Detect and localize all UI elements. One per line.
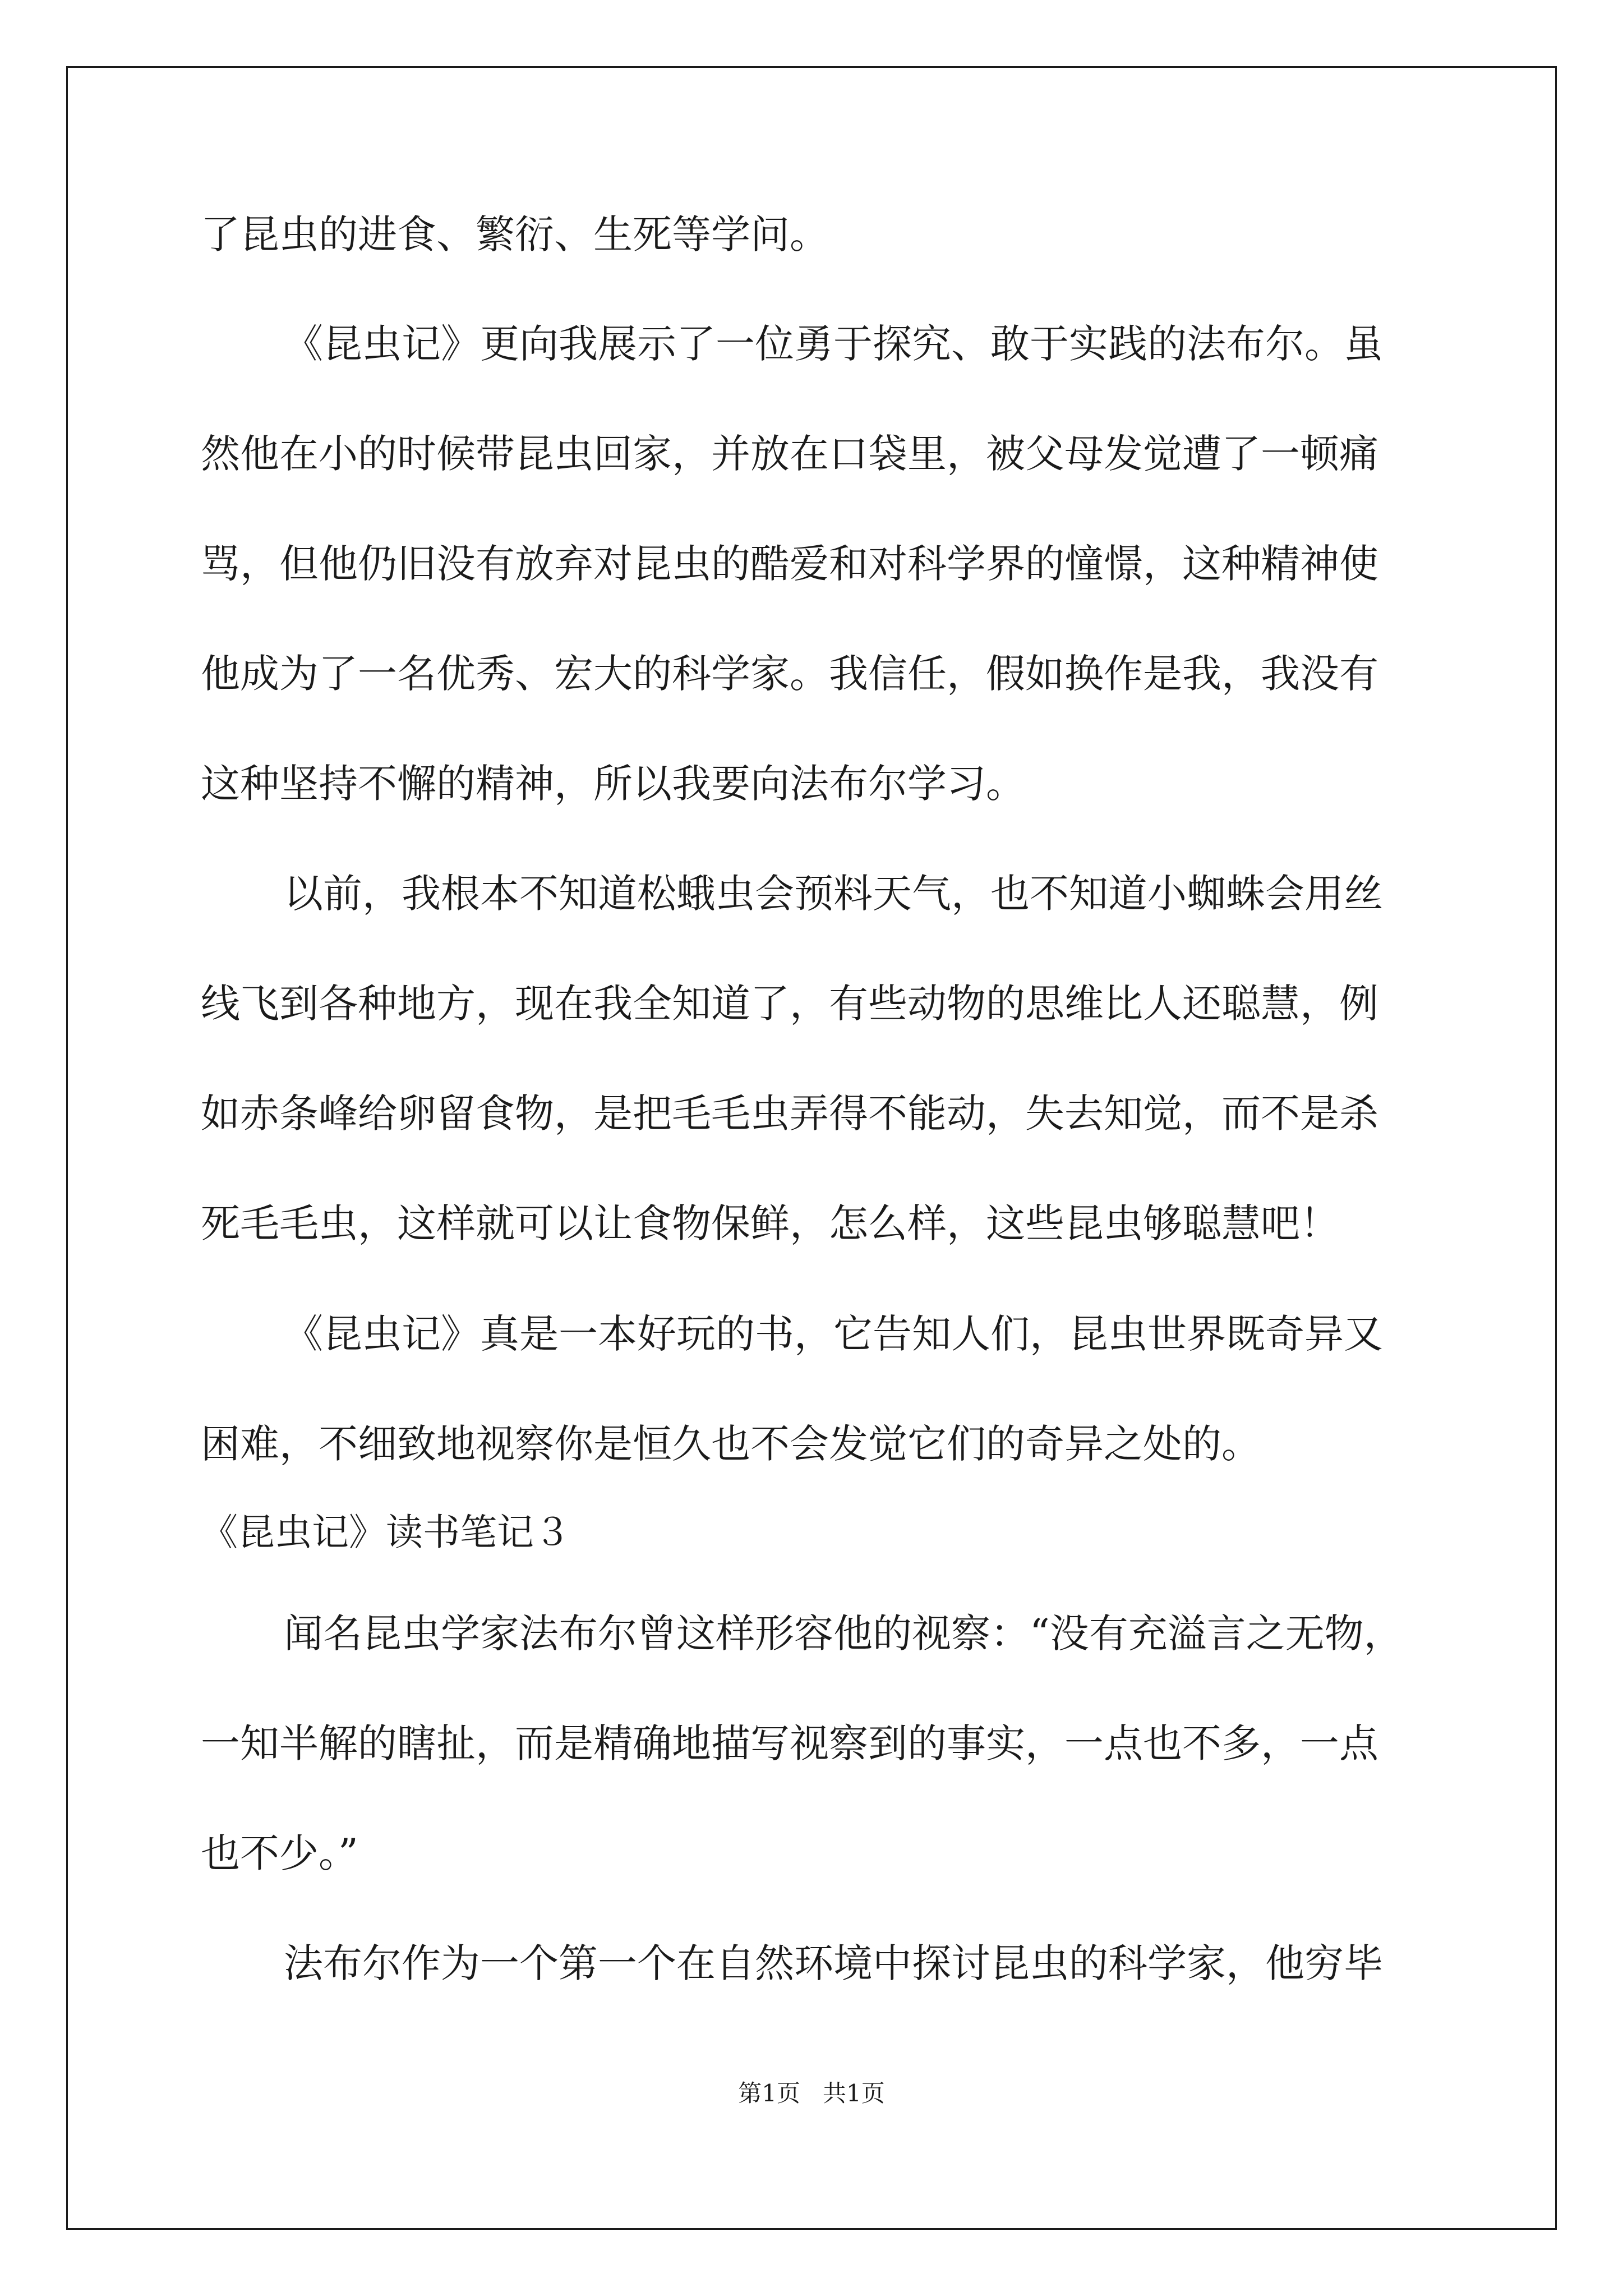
text-line: 了昆虫的进食、繁衍、生死等学问。 [201,211,829,257]
page-footer: 第1页 共1页 [738,2079,885,2107]
text-line: 这种坚持不懈的精神，所以我要向法布尔学习。 [201,761,1025,807]
paragraph-start-line: 《昆虫记》真是一本好玩的书，它告知人们，昆虫世界既奇异又 [284,1311,1383,1357]
section-heading: 《昆虫记》读书笔记３ [201,1511,571,1554]
text-line: 死毛毛虫，这样就可以让食物保鲜，怎么样，这些昆虫够聪慧吧！ [201,1200,1339,1246]
text-line: 他成为了一名优秀、宏大的科学家。我信任，假如换作是我，我没有 [201,651,1378,697]
text-line: 然他在小的时候带昆虫回家，并放在口袋里，被父母发觉遭了一顿痛 [201,431,1378,477]
text-line: 线飞到各种地方，现在我全知道了，有些动物的思维比人还聪慧，例 [201,981,1378,1027]
paragraph-start-line: 法布尔作为一个第一个在自然环境中探讨昆虫的科学家，他穷毕 [284,1940,1383,1986]
page-border [66,66,1557,2230]
paragraph-start-line: 《昆虫记》更向我展示了一位勇于探究、敢于实践的法布尔。虽 [284,321,1383,367]
text-line: 也不少。” [201,1830,358,1876]
text-line: 如赤条峰给卵留食物，是把毛毛虫弄得不能动，失去知觉，而不是杀 [201,1091,1378,1137]
text-line: 一知半解的瞎扯，而是精确地描写视察到的事实，一点也不多，一点 [201,1720,1378,1766]
text-line: 骂，但他仍旧没有放弃对昆虫的酷爱和对科学界的憧憬，这种精神使 [201,541,1378,587]
text-line: 困难，不细致地视察你是恒久也不会发觉它们的奇异之处的。 [201,1421,1261,1467]
paragraph-start-line: 以前，我根本不知道松蛾虫会预料天气，也不知道小蜘蛛会用丝 [284,871,1383,917]
paragraph-start-line: 闻名昆虫学家法布尔曾这样形容他的视察：“没有充溢言之无物， [284,1611,1403,1657]
